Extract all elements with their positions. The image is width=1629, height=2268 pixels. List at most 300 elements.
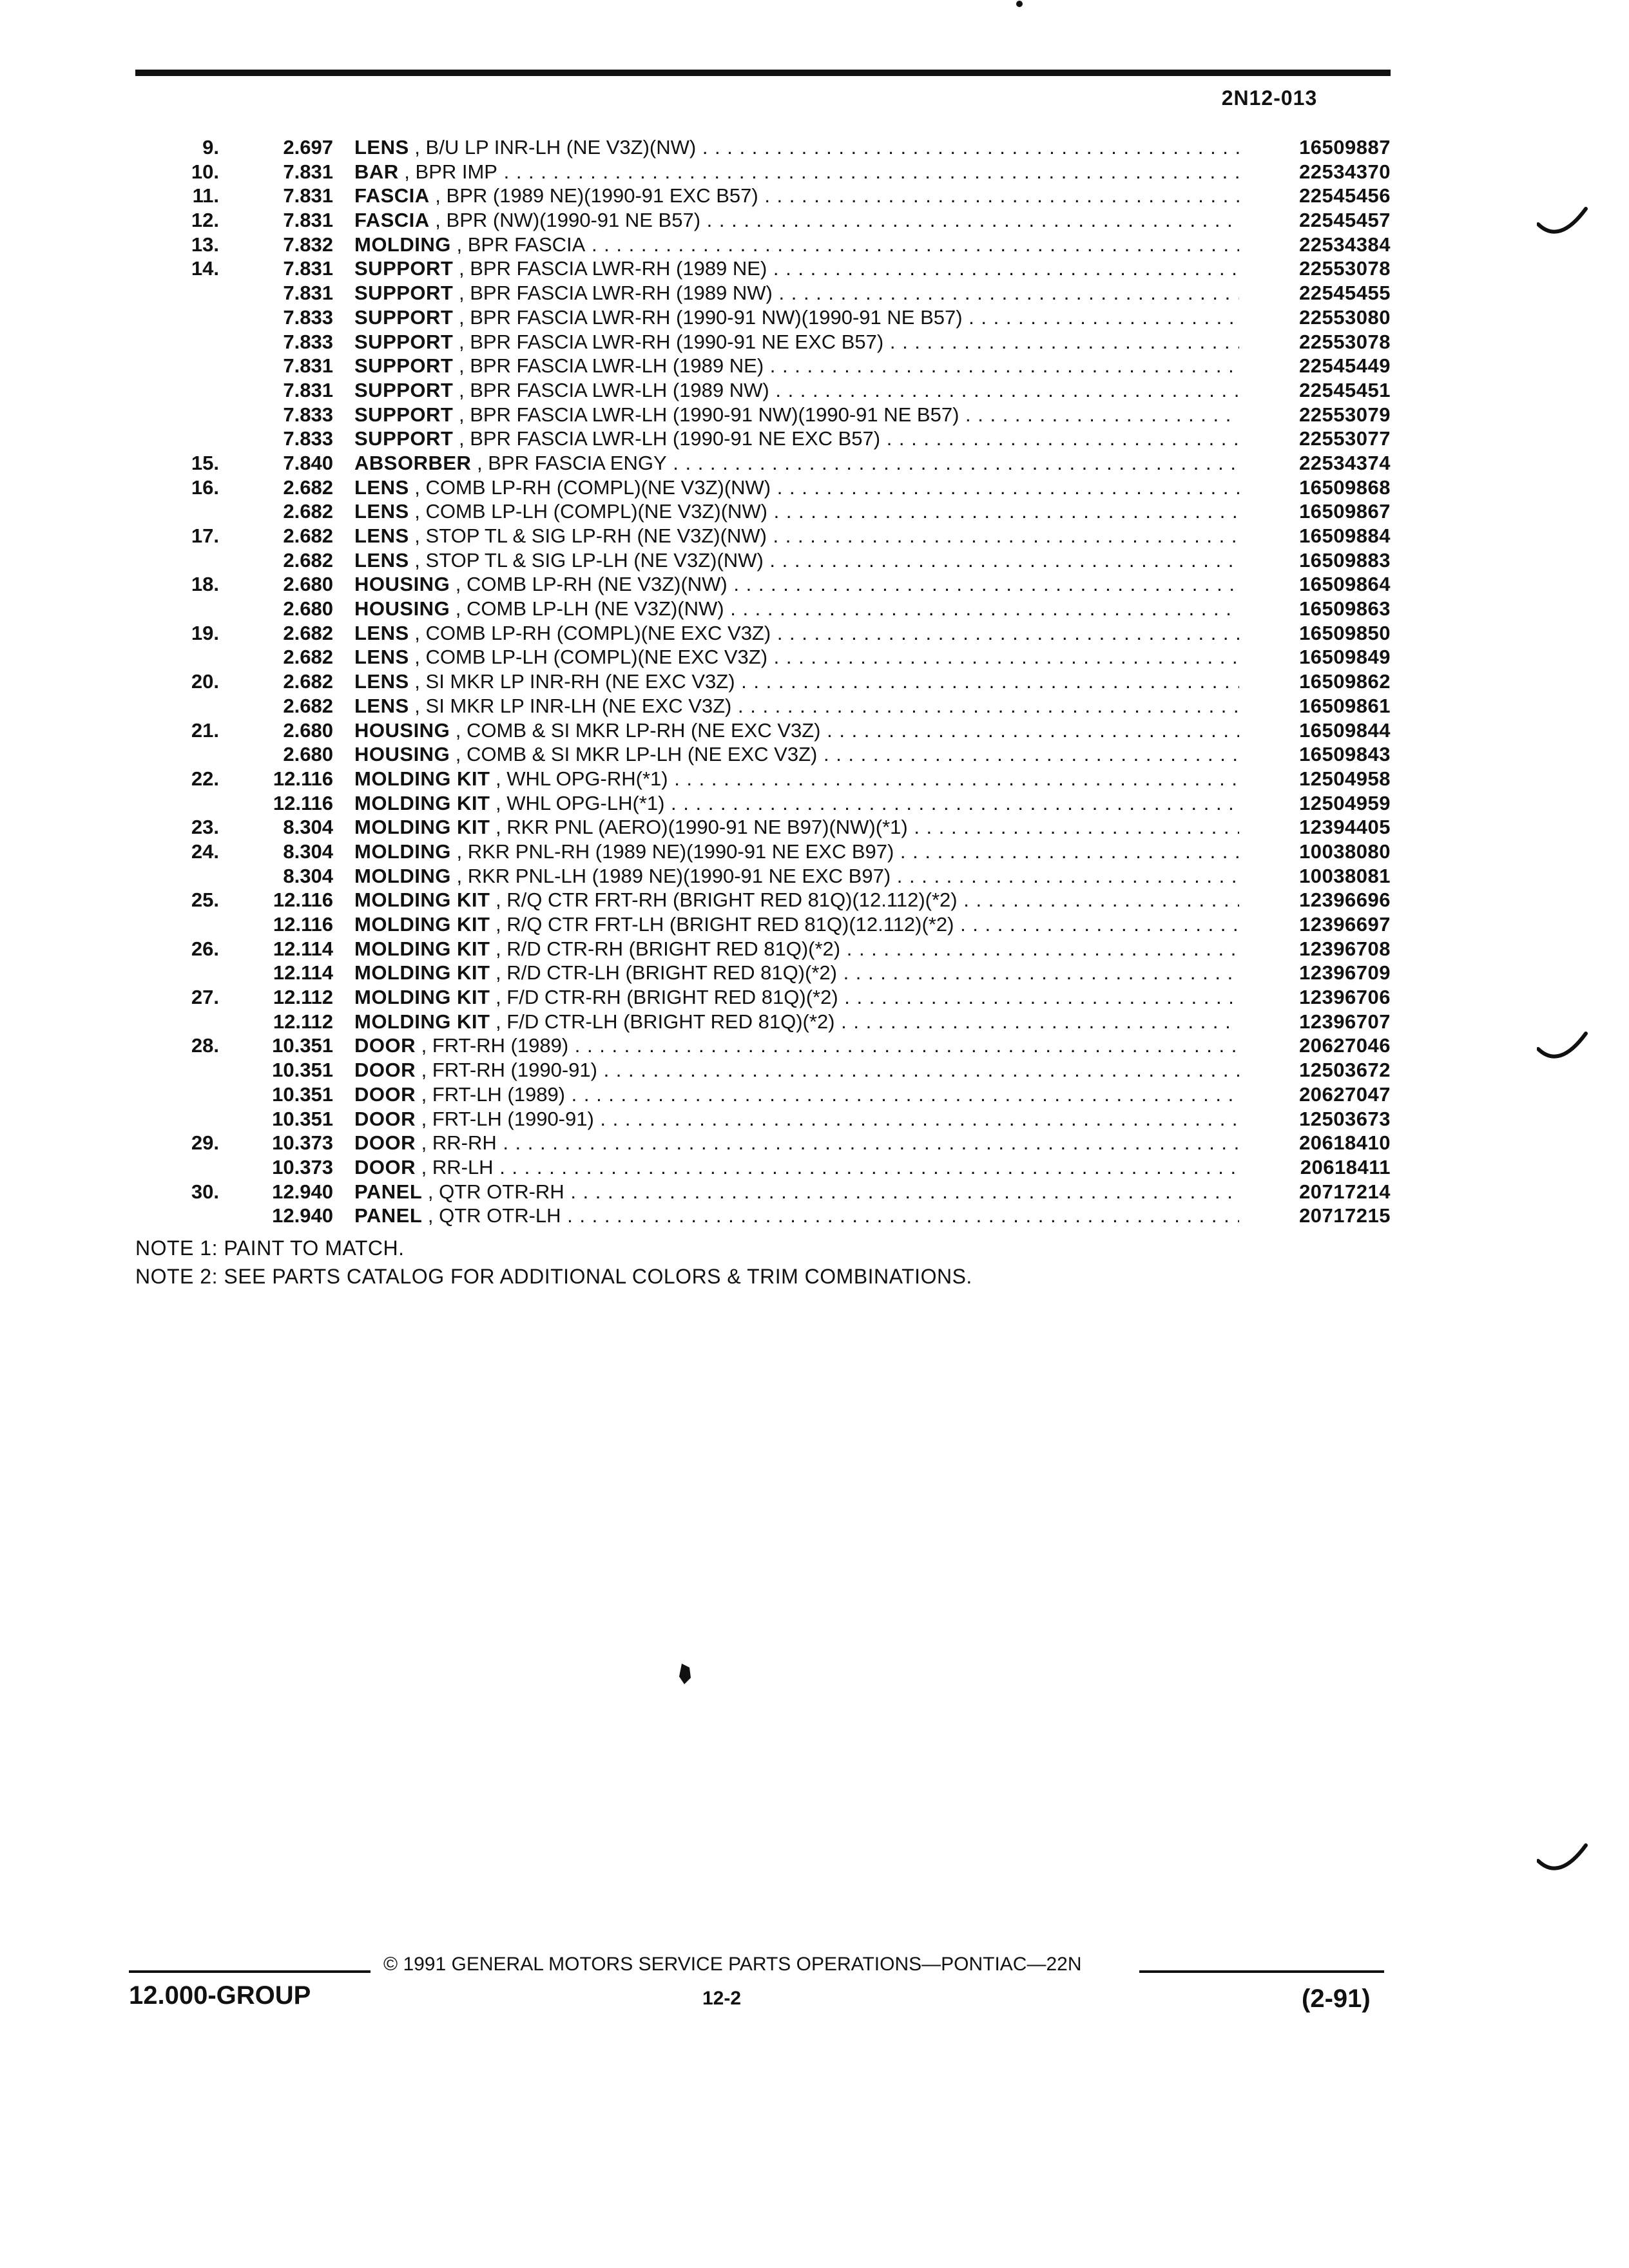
part-spec: FRT-RH (1989) bbox=[432, 1034, 569, 1057]
group-number: 12.112 bbox=[273, 1010, 333, 1033]
group-number: 2.682 bbox=[283, 500, 333, 523]
part-number: 16509849 bbox=[1299, 646, 1391, 669]
part-description: LENS , COMB LP-RH (COMPL)(NE EXC V3Z) . . . bbox=[354, 621, 1239, 646]
part-name: MOLDING bbox=[354, 233, 451, 256]
group-number: 12.114 bbox=[273, 961, 333, 985]
part-spec: BPR FASCIA LWR-LH (1990-91 NW)(1990-91 NE B57) bbox=[470, 403, 959, 426]
part-row bbox=[122, 378, 1391, 403]
part-name: DOOR bbox=[354, 1059, 416, 1082]
part-number: 16509884 bbox=[1299, 524, 1391, 547]
part-description: HOUSING , COMB LP-RH (NE V3Z)(NW) . . . bbox=[354, 572, 1239, 597]
part-description: BAR , BPR IMP . . . bbox=[354, 160, 1239, 184]
part-number: 20618411 bbox=[1300, 1155, 1391, 1178]
part-description: DOOR , FRT-RH (1990-91) . . . bbox=[354, 1058, 1239, 1082]
group-number: 2.682 bbox=[283, 476, 333, 499]
item-number: 14. bbox=[191, 257, 219, 280]
part-row bbox=[122, 718, 1391, 743]
part-description: DOOR , FRT-LH (1989) . . . bbox=[354, 1082, 1239, 1107]
item-number: 23. bbox=[191, 816, 219, 839]
part-name: SUPPORT bbox=[354, 330, 454, 353]
part-description: MOLDING , RKR PNL-RH (1989 NE)(1990-91 NE EXC B97) . . . bbox=[354, 840, 1239, 864]
part-description: SUPPORT , BPR FASCIA LWR-RH (1990-91 NE EXC B57) . . . bbox=[354, 330, 1239, 354]
group-number: 8.304 bbox=[283, 864, 333, 887]
part-row bbox=[122, 742, 1391, 767]
part-description: FASCIA , BPR (1989 NE)(1990-91 EXC B57) . . . bbox=[354, 184, 1239, 208]
part-number: 22545451 bbox=[1299, 378, 1391, 401]
part-spec: BPR FASCIA LWR-LH (1989 NE) bbox=[470, 354, 764, 378]
page-code: 2N12-013 bbox=[1221, 86, 1318, 110]
part-row bbox=[122, 1010, 1391, 1034]
note-2: NOTE 2: SEE PARTS CATALOG FOR ADDITIONAL COLORS & TRIM COMBINATIONS. bbox=[135, 1265, 972, 1288]
item-number: 20. bbox=[191, 670, 219, 693]
group-number: 2.682 bbox=[283, 670, 333, 693]
part-name: DOOR bbox=[354, 1034, 416, 1057]
part-number: 12503673 bbox=[1299, 1107, 1391, 1130]
part-description: HOUSING , COMB & SI MKR LP-RH (NE EXC V3Z) . . . bbox=[354, 718, 1239, 743]
part-number: 16509861 bbox=[1299, 694, 1391, 717]
footer-rule-right bbox=[1139, 1970, 1384, 1973]
group-number: 2.682 bbox=[283, 694, 333, 717]
part-spec: BPR FASCIA LWR-RH (1989 NW) bbox=[470, 282, 773, 305]
footer-rule-left bbox=[129, 1970, 371, 1973]
footer-copyright: © 1991 GENERAL MOTORS SERVICE PARTS OPERATIONS—PONTIAC—22N bbox=[383, 1954, 1082, 1975]
part-name: SUPPORT bbox=[354, 403, 454, 426]
group-number: 10.351 bbox=[272, 1059, 333, 1082]
part-row bbox=[122, 233, 1391, 257]
binder-hole-mark bbox=[1537, 205, 1588, 244]
group-number: 7.833 bbox=[283, 427, 333, 450]
group-number: 2.682 bbox=[283, 646, 333, 669]
part-row bbox=[122, 621, 1391, 646]
group-number: 7.831 bbox=[283, 209, 333, 232]
part-description: LENS , COMB LP-LH (COMPL)(NE EXC V3Z) . . . bbox=[354, 645, 1239, 669]
part-description: MOLDING KIT , R/Q CTR FRT-LH (BRIGHT RED 81Q)(12.112)(*2) . . . bbox=[354, 912, 1239, 937]
part-name: MOLDING KIT bbox=[354, 816, 490, 839]
part-number: 20627047 bbox=[1299, 1082, 1391, 1106]
part-row bbox=[122, 669, 1391, 694]
part-spec: RR-LH bbox=[432, 1155, 494, 1178]
group-number: 10.373 bbox=[272, 1155, 333, 1178]
part-description: PANEL , QTR OTR-RH . . . bbox=[354, 1180, 1239, 1204]
item-number: 9. bbox=[202, 136, 219, 159]
group-number: 7.833 bbox=[283, 305, 333, 329]
part-number: 16509867 bbox=[1299, 500, 1391, 523]
item-number: 27. bbox=[191, 986, 219, 1009]
part-number: 12396707 bbox=[1299, 1010, 1391, 1033]
part-number: 16509883 bbox=[1299, 548, 1391, 572]
part-spec: COMB LP-RH (COMPL)(NE V3Z)(NW) bbox=[425, 476, 771, 499]
part-spec: BPR FASCIA LWR-RH (1990-91 NW)(1990-91 NE B57) bbox=[470, 305, 963, 329]
part-name: SUPPORT bbox=[354, 427, 454, 450]
group-number: 12.112 bbox=[273, 986, 333, 1009]
part-row bbox=[122, 1155, 1391, 1180]
part-row bbox=[122, 1107, 1391, 1131]
part-number: 16509887 bbox=[1299, 136, 1391, 159]
footer-date: (2-91) bbox=[1302, 1984, 1371, 2013]
part-spec: STOP TL & SIG LP-LH (NE V3Z)(NW) bbox=[425, 548, 764, 572]
part-name: MOLDING KIT bbox=[354, 937, 490, 960]
part-spec: RKR PNL-RH (1989 NE)(1990-91 NE EXC B97) bbox=[467, 840, 894, 863]
part-name: MOLDING KIT bbox=[354, 961, 490, 985]
part-number: 20627046 bbox=[1299, 1034, 1391, 1057]
part-row bbox=[122, 281, 1391, 305]
item-number: 17. bbox=[191, 524, 219, 547]
part-name: MOLDING KIT bbox=[354, 1010, 490, 1033]
part-row bbox=[122, 1131, 1391, 1155]
part-description: DOOR , RR-LH . . . bbox=[354, 1155, 1239, 1180]
part-row bbox=[122, 548, 1391, 573]
notes bbox=[135, 1234, 972, 1291]
part-number: 16509864 bbox=[1299, 573, 1391, 596]
scan-speck bbox=[1013, 0, 1026, 9]
part-name: HOUSING bbox=[354, 743, 450, 766]
item-number: 29. bbox=[191, 1131, 219, 1155]
group-number: 2.697 bbox=[283, 136, 333, 159]
part-name: SUPPORT bbox=[354, 354, 454, 378]
part-name: MOLDING KIT bbox=[354, 767, 490, 790]
part-number: 22545449 bbox=[1299, 354, 1391, 378]
part-name: SUPPORT bbox=[354, 257, 454, 280]
part-number: 12504958 bbox=[1299, 767, 1391, 790]
part-spec: QTR OTR-RH bbox=[439, 1180, 564, 1203]
part-row bbox=[122, 961, 1391, 985]
part-spec: FRT-LH (1990-91) bbox=[432, 1107, 594, 1130]
part-name: HOUSING bbox=[354, 718, 450, 742]
part-spec: WHL OPG-RH(*1) bbox=[506, 767, 668, 790]
part-row bbox=[122, 476, 1391, 500]
item-number: 11. bbox=[192, 184, 219, 207]
part-number: 12503672 bbox=[1299, 1059, 1391, 1082]
part-description: SUPPORT , BPR FASCIA LWR-RH (1990-91 NW)(1990-91 NE B57) . . . bbox=[354, 305, 1239, 330]
part-description: LENS , B/U LP INR-LH (NE V3Z)(NW) . . . bbox=[354, 135, 1239, 160]
part-description: MOLDING KIT , RKR PNL (AERO)(1990-91 NE B97)(NW)(*1) . . . bbox=[354, 815, 1239, 840]
binder-hole-mark bbox=[1537, 1841, 1588, 1880]
part-spec: BPR IMP bbox=[415, 160, 497, 183]
part-spec: F/D CTR-LH (BRIGHT RED 81Q)(*2) bbox=[506, 1010, 835, 1033]
group-number: 10.351 bbox=[272, 1082, 333, 1106]
part-name: DOOR bbox=[354, 1082, 416, 1106]
part-description: SUPPORT , BPR FASCIA LWR-RH (1989 NE) . . . bbox=[354, 256, 1239, 281]
part-row bbox=[122, 937, 1391, 961]
part-number: 22534370 bbox=[1299, 160, 1391, 183]
group-number: 2.682 bbox=[283, 548, 333, 572]
part-name: BAR bbox=[354, 160, 399, 183]
part-description: LENS , STOP TL & SIG LP-LH (NE V3Z)(NW) . . . bbox=[354, 548, 1239, 573]
group-number: 2.680 bbox=[283, 573, 333, 596]
part-spec: FRT-RH (1990-91) bbox=[432, 1059, 597, 1082]
part-row bbox=[122, 985, 1391, 1010]
scan-speck bbox=[675, 1661, 695, 1687]
part-row bbox=[122, 864, 1391, 889]
part-description: MOLDING KIT , R/D CTR-LH (BRIGHT RED 81Q)(*2) . . . bbox=[354, 961, 1239, 985]
part-spec: RKR PNL-LH (1989 NE)(1990-91 NE EXC B97) bbox=[467, 864, 891, 887]
part-spec: F/D CTR-RH (BRIGHT RED 81Q)(*2) bbox=[506, 986, 838, 1009]
group-number: 2.682 bbox=[283, 524, 333, 547]
group-number: 7.831 bbox=[283, 160, 333, 183]
part-number: 12396696 bbox=[1299, 889, 1391, 912]
part-number: 16509863 bbox=[1299, 597, 1391, 620]
part-name: FASCIA bbox=[354, 209, 430, 232]
part-spec: WHL OPG-LH(*1) bbox=[506, 791, 665, 814]
part-row bbox=[122, 840, 1391, 864]
part-spec: SI MKR LP INR-LH (NE EXC V3Z) bbox=[425, 694, 732, 717]
group-number: 10.373 bbox=[272, 1131, 333, 1155]
part-number: 10038081 bbox=[1299, 864, 1391, 887]
part-number: 12396709 bbox=[1299, 961, 1391, 985]
group-number: 7.833 bbox=[283, 330, 333, 353]
part-description: LENS , STOP TL & SIG LP-RH (NE V3Z)(NW) . . . bbox=[354, 524, 1239, 548]
part-name: LENS bbox=[354, 136, 409, 159]
part-spec: RR-RH bbox=[432, 1131, 497, 1155]
group-number: 12.940 bbox=[272, 1204, 333, 1227]
part-name: PANEL bbox=[354, 1180, 423, 1203]
part-name: MOLDING bbox=[354, 864, 451, 887]
part-name: LENS bbox=[354, 500, 409, 523]
part-spec: R/D CTR-RH (BRIGHT RED 81Q)(*2) bbox=[506, 937, 841, 960]
part-spec: COMB & SI MKR LP-LH (NE EXC V3Z) bbox=[467, 743, 818, 766]
item-number: 16. bbox=[191, 476, 219, 499]
top-rule bbox=[135, 70, 1391, 76]
part-number: 22545457 bbox=[1299, 209, 1391, 232]
part-number: 22553078 bbox=[1299, 330, 1391, 353]
part-spec: COMB LP-RH (NE V3Z)(NW) bbox=[467, 573, 728, 596]
part-spec: COMB LP-LH (COMPL)(NE EXC V3Z) bbox=[425, 646, 768, 669]
part-description: MOLDING KIT , WHL OPG-RH(*1) . . . bbox=[354, 767, 1239, 791]
part-row bbox=[122, 1082, 1391, 1107]
part-description: HOUSING , COMB LP-LH (NE V3Z)(NW) . . . bbox=[354, 597, 1239, 621]
group-number: 12.940 bbox=[272, 1180, 333, 1203]
part-row bbox=[122, 912, 1391, 937]
part-name: HOUSING bbox=[354, 597, 450, 620]
part-row bbox=[122, 815, 1391, 840]
footer-group-label: 12.000-GROUP bbox=[129, 1981, 311, 2010]
part-name: DOOR bbox=[354, 1155, 416, 1178]
part-spec: BPR FASCIA LWR-RH (1990-91 NE EXC B57) bbox=[470, 330, 884, 353]
part-name: LENS bbox=[354, 524, 409, 547]
item-number: 18. bbox=[191, 573, 219, 596]
part-description: MOLDING KIT , R/D CTR-RH (BRIGHT RED 81Q)(*2) . . . bbox=[354, 937, 1239, 961]
group-number: 10.351 bbox=[272, 1107, 333, 1130]
part-description: HOUSING , COMB & SI MKR LP-LH (NE EXC V3Z) . . . bbox=[354, 742, 1239, 767]
part-number: 12504959 bbox=[1299, 791, 1391, 814]
part-row bbox=[122, 135, 1391, 160]
part-row bbox=[122, 184, 1391, 208]
part-number: 22553078 bbox=[1299, 257, 1391, 280]
part-row bbox=[122, 597, 1391, 621]
part-description: LENS , SI MKR LP INR-LH (NE EXC V3Z) . . . bbox=[354, 694, 1239, 718]
item-number: 15. bbox=[191, 451, 219, 474]
part-number: 20618410 bbox=[1299, 1131, 1391, 1155]
group-number: 2.680 bbox=[283, 597, 333, 620]
part-name: SUPPORT bbox=[354, 378, 454, 401]
part-row bbox=[122, 1033, 1391, 1058]
part-spec: COMB LP-LH (COMPL)(NE V3Z)(NW) bbox=[425, 500, 767, 523]
group-number: 7.831 bbox=[283, 378, 333, 401]
part-description: PANEL , QTR OTR-LH . . . bbox=[354, 1204, 1239, 1228]
part-name: LENS bbox=[354, 646, 409, 669]
part-spec: B/U LP INR-LH (NE V3Z)(NW) bbox=[425, 136, 697, 159]
part-name: MOLDING KIT bbox=[354, 913, 490, 936]
part-spec: BPR FASCIA ENGY bbox=[488, 451, 667, 474]
group-number: 2.680 bbox=[283, 718, 333, 742]
item-number: 12. bbox=[191, 209, 219, 232]
part-name: HOUSING bbox=[354, 573, 450, 596]
part-number: 20717215 bbox=[1299, 1204, 1391, 1227]
item-number: 24. bbox=[191, 840, 219, 863]
part-description: MOLDING , RKR PNL-LH (1989 NE)(1990-91 NE EXC B97) . . . bbox=[354, 864, 1239, 889]
part-row bbox=[122, 160, 1391, 184]
part-spec: COMB & SI MKR LP-RH (NE EXC V3Z) bbox=[467, 718, 821, 742]
part-description: SUPPORT , BPR FASCIA LWR-LH (1990-91 NE EXC B57) . . . bbox=[354, 427, 1239, 451]
part-name: MOLDING KIT bbox=[354, 986, 490, 1009]
part-number: 16509868 bbox=[1299, 476, 1391, 499]
part-row bbox=[122, 330, 1391, 354]
part-description: SUPPORT , BPR FASCIA LWR-LH (1989 NE) . . . bbox=[354, 354, 1239, 378]
part-description: SUPPORT , BPR FASCIA LWR-LH (1989 NW) . . . bbox=[354, 378, 1239, 403]
part-description: MOLDING KIT , F/D CTR-RH (BRIGHT RED 81Q)(*2) . . . bbox=[354, 985, 1239, 1010]
group-number: 7.831 bbox=[283, 282, 333, 305]
part-description: MOLDING KIT , WHL OPG-LH(*1) . . . bbox=[354, 791, 1239, 816]
group-number: 2.680 bbox=[283, 743, 333, 766]
group-number: 7.840 bbox=[283, 451, 333, 474]
part-description: MOLDING KIT , R/Q CTR FRT-RH (BRIGHT RED 81Q)(12.112)(*2) . . . bbox=[354, 888, 1239, 912]
part-spec: COMB LP-RH (COMPL)(NE EXC V3Z) bbox=[425, 621, 771, 644]
part-name: SUPPORT bbox=[354, 305, 454, 329]
part-description: LENS , COMB LP-RH (COMPL)(NE V3Z)(NW) . . . bbox=[354, 476, 1239, 500]
part-number: 12394405 bbox=[1299, 816, 1391, 839]
group-number: 2.682 bbox=[283, 621, 333, 644]
part-spec: SI MKR LP INR-RH (NE EXC V3Z) bbox=[425, 670, 735, 693]
part-name: ABSORBER bbox=[354, 451, 472, 474]
part-row bbox=[122, 256, 1391, 281]
part-spec: BPR (NW)(1990-91 NE B57) bbox=[446, 209, 701, 232]
part-description: LENS , COMB LP-LH (COMPL)(NE V3Z)(NW) . . . bbox=[354, 499, 1239, 524]
part-description: DOOR , FRT-LH (1990-91) . . . bbox=[354, 1107, 1239, 1131]
footer-page-number: 12-2 bbox=[702, 1988, 742, 2009]
part-row bbox=[122, 305, 1391, 330]
part-name: LENS bbox=[354, 621, 409, 644]
part-spec: BPR FASCIA LWR-LH (1990-91 NE EXC B57) bbox=[470, 427, 881, 450]
part-number: 22553080 bbox=[1299, 305, 1391, 329]
part-number: 16509844 bbox=[1299, 718, 1391, 742]
part-description: SUPPORT , BPR FASCIA LWR-LH (1990-91 NW)(1990-91 NE B57) . . . bbox=[354, 403, 1239, 427]
part-row bbox=[122, 427, 1391, 451]
part-number: 22534384 bbox=[1299, 233, 1391, 256]
parts-list bbox=[122, 135, 1391, 1228]
part-spec: QTR OTR-LH bbox=[439, 1204, 561, 1227]
part-name: LENS bbox=[354, 694, 409, 717]
part-spec: BPR FASCIA LWR-RH (1989 NE) bbox=[470, 257, 767, 280]
part-row bbox=[122, 208, 1391, 233]
part-number: 22534374 bbox=[1299, 451, 1391, 474]
part-description: MOLDING KIT , F/D CTR-LH (BRIGHT RED 81Q)(*2) . . . bbox=[354, 1010, 1239, 1034]
part-description: DOOR , FRT-RH (1989) . . . bbox=[354, 1033, 1239, 1058]
part-spec: BPR FASCIA LWR-LH (1989 NW) bbox=[470, 378, 769, 401]
part-number: 12396708 bbox=[1299, 937, 1391, 960]
part-spec: R/Q CTR FRT-LH (BRIGHT RED 81Q)(12.112)(*2) bbox=[506, 913, 954, 936]
part-row bbox=[122, 888, 1391, 912]
group-number: 12.116 bbox=[273, 913, 333, 936]
item-number: 13. bbox=[191, 233, 219, 256]
item-number: 10. bbox=[191, 160, 219, 183]
part-name: LENS bbox=[354, 670, 409, 693]
part-number: 22545455 bbox=[1299, 282, 1391, 305]
part-description: SUPPORT , BPR FASCIA LWR-RH (1989 NW) . . . bbox=[354, 281, 1239, 305]
part-name: DOOR bbox=[354, 1107, 416, 1130]
part-name: LENS bbox=[354, 476, 409, 499]
part-number: 10038080 bbox=[1299, 840, 1391, 863]
part-row bbox=[122, 1204, 1391, 1228]
part-row bbox=[122, 1180, 1391, 1204]
group-number: 8.304 bbox=[283, 840, 333, 863]
group-number: 10.351 bbox=[272, 1034, 333, 1057]
group-number: 12.114 bbox=[273, 937, 333, 960]
part-spec: BPR (1989 NE)(1990-91 EXC B57) bbox=[446, 184, 758, 207]
part-description: ABSORBER , BPR FASCIA ENGY . . . bbox=[354, 451, 1239, 476]
item-number: 19. bbox=[191, 621, 219, 644]
part-row bbox=[122, 694, 1391, 718]
part-number: 16509850 bbox=[1299, 621, 1391, 644]
group-number: 12.116 bbox=[273, 791, 333, 814]
part-name: PANEL bbox=[354, 1204, 423, 1227]
part-spec: R/Q CTR FRT-RH (BRIGHT RED 81Q)(12.112)(*2) bbox=[506, 889, 958, 912]
part-number: 12396697 bbox=[1299, 913, 1391, 936]
part-name: MOLDING KIT bbox=[354, 791, 490, 814]
item-number: 30. bbox=[191, 1180, 219, 1203]
note-1: NOTE 1: PAINT TO MATCH. bbox=[135, 1236, 405, 1260]
group-number: 7.831 bbox=[283, 184, 333, 207]
part-row bbox=[122, 403, 1391, 427]
part-name: FASCIA bbox=[354, 184, 430, 207]
item-number: 28. bbox=[191, 1034, 219, 1057]
part-spec: RKR PNL (AERO)(1990-91 NE B97)(NW)(*1) bbox=[506, 816, 908, 839]
part-number: 16509862 bbox=[1299, 670, 1391, 693]
part-row bbox=[122, 499, 1391, 524]
group-number: 12.116 bbox=[273, 767, 333, 790]
part-spec: COMB LP-LH (NE V3Z)(NW) bbox=[467, 597, 724, 620]
part-row bbox=[122, 354, 1391, 378]
part-number: 22553079 bbox=[1299, 403, 1391, 426]
part-row bbox=[122, 524, 1391, 548]
part-row bbox=[122, 451, 1391, 476]
item-number: 21. bbox=[191, 718, 219, 742]
part-name: MOLDING KIT bbox=[354, 889, 490, 912]
part-description: DOOR , RR-RH . . . bbox=[354, 1131, 1239, 1155]
part-row bbox=[122, 767, 1391, 791]
group-number: 7.831 bbox=[283, 257, 333, 280]
part-description: FASCIA , BPR (NW)(1990-91 NE B57) . . . bbox=[354, 208, 1239, 233]
group-number: 7.833 bbox=[283, 403, 333, 426]
part-spec: FRT-LH (1989) bbox=[432, 1082, 566, 1106]
part-number: 22553077 bbox=[1299, 427, 1391, 450]
part-row bbox=[122, 1058, 1391, 1082]
binder-hole-mark bbox=[1537, 1030, 1588, 1068]
part-row bbox=[122, 645, 1391, 669]
group-number: 7.831 bbox=[283, 354, 333, 378]
part-name: LENS bbox=[354, 548, 409, 572]
part-name: MOLDING bbox=[354, 840, 451, 863]
part-row bbox=[122, 791, 1391, 816]
item-number: 26. bbox=[191, 937, 219, 960]
part-row bbox=[122, 572, 1391, 597]
group-number: 8.304 bbox=[283, 816, 333, 839]
part-number: 16509843 bbox=[1299, 743, 1391, 766]
part-number: 22545456 bbox=[1299, 184, 1391, 207]
group-number: 7.832 bbox=[283, 233, 333, 256]
part-spec: STOP TL & SIG LP-RH (NE V3Z)(NW) bbox=[425, 524, 767, 547]
part-description: MOLDING , BPR FASCIA . . . bbox=[354, 233, 1239, 257]
part-number: 20717214 bbox=[1299, 1180, 1391, 1203]
